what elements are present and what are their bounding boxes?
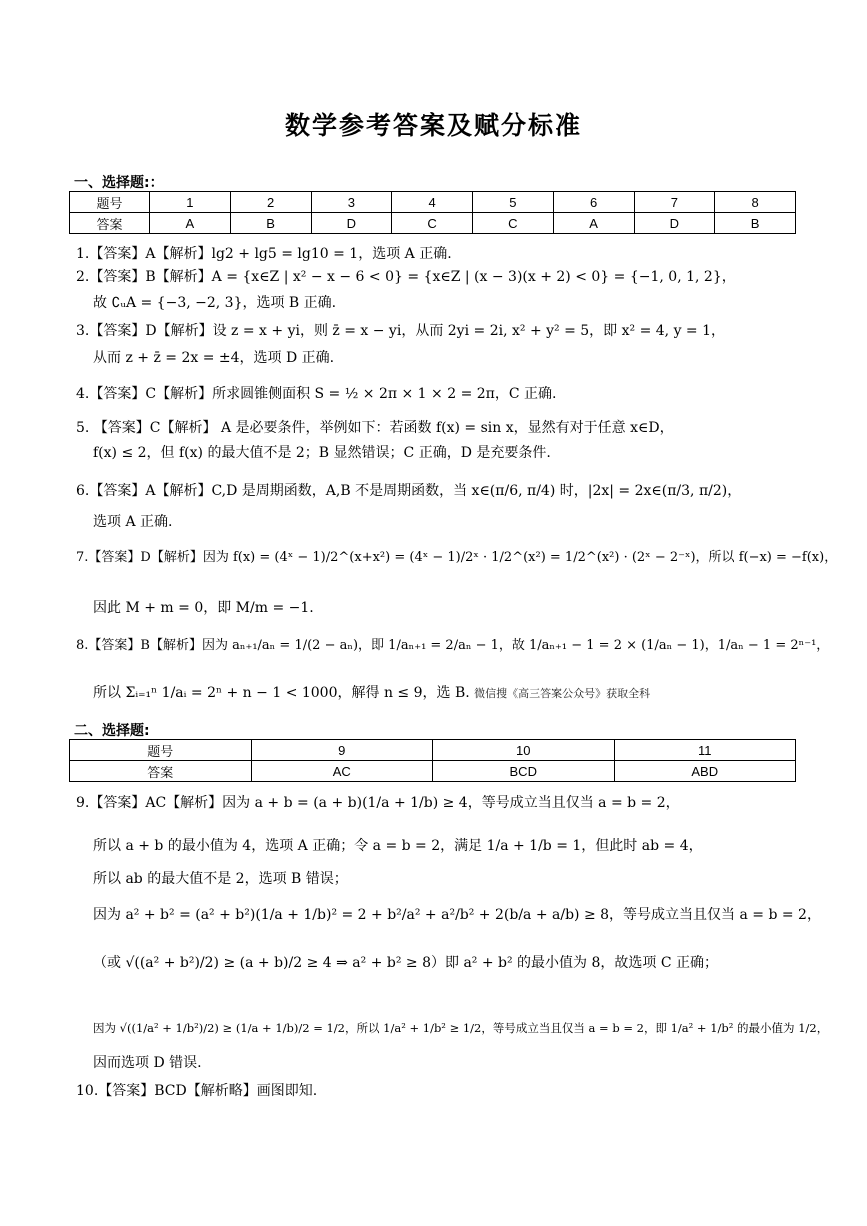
solution-line: 因此 M + m = 0，即 M/m = −1. xyxy=(93,600,314,616)
table-cell: 3 xyxy=(311,192,392,213)
solution-line: （或 √((a² + b²)/2) ≥ (a + b)/2 ≥ 4 ⇒ a² + b² ≥ 8）即 a² + b² 的最小值为 8，故选项 C 正确； xyxy=(93,955,719,971)
page-title: 数学参考答案及赋分标准 xyxy=(284,111,582,140)
solution-line: f(x) ≤ 2，但 f(x) 的最大值不是 2；B 显然错误；C 正确，D 是充要条件. xyxy=(93,445,551,461)
row-header-number: 题号 xyxy=(70,740,252,761)
table-cell: B xyxy=(715,213,796,234)
solution-line: 1.【答案】A【解析】lg2 + lg5 = lg10 = 1，选项 A 正确. xyxy=(76,246,452,262)
solution-line xyxy=(93,683,650,704)
solution-line: 从而 z + z̄ = 2x = ±4，选项 D 正确. xyxy=(93,350,335,366)
table-cell: 9 xyxy=(251,740,433,761)
table-cell: AC xyxy=(251,761,433,782)
row-header-answer: 答案 xyxy=(70,213,150,234)
table-cell: 8 xyxy=(715,192,796,213)
row-header-answer: 答案 xyxy=(70,761,252,782)
section-1-heading: 一、选择题:： xyxy=(74,175,164,191)
row-header-number: 题号 xyxy=(70,192,150,213)
table-cell: A xyxy=(553,213,634,234)
solution-line: 所以 ab 的最大值不是 2，选项 B 错误； xyxy=(93,871,348,887)
solution-line: 故 ∁ᵤA = {−3, −2, 3}，选项 B 正确. xyxy=(93,295,337,311)
table-cell: C xyxy=(473,213,554,234)
table-cell: ABD xyxy=(614,761,796,782)
table-cell: 7 xyxy=(634,192,715,213)
table-cell: D xyxy=(311,213,392,234)
solution-line: 3.【答案】D【解析】设 z = x + yi，则 z̄ = x − yi，从而 2yi = 2i, x² + y² = 5，即 x² = 4, y = 1， xyxy=(76,323,726,339)
solution-line: 5. 【答案】C【解析】 A 是必要条件，举例如下：若函数 f(x) = sin x，显然有对于任意 x∈D， xyxy=(76,420,674,436)
table-cell: 1 xyxy=(150,192,231,213)
table-row xyxy=(70,213,796,234)
solution-line: 选项 A 正确. xyxy=(93,514,173,530)
table-cell: 10 xyxy=(433,740,615,761)
table-row xyxy=(70,740,796,761)
table-cell: D xyxy=(634,213,715,234)
solution-line: 7.【答案】D【解析】因为 f(x) = (4ˣ − 1)/2^(x+x²) = (4ˣ − 1)/2ˣ · 1/2^(x²) = 1/2^(x²) · (2ˣ − 2⁻ˣ)，所以 f(−x) = −f(x)， xyxy=(76,550,838,565)
table-row xyxy=(70,761,796,782)
solution-line: 6.【答案】A【解析】C,D 是周期函数，A,B 不是周期函数，当 x∈(π/6, π/4) 时，|2x| = 2x∈(π/3, π/2)， xyxy=(76,483,742,499)
solution-line: 8.【答案】B【解析】因为 aₙ₊₁/aₙ = 1/(2 − aₙ)，即 1/aₙ₊₁ = 2/aₙ − 1，故 1/aₙ₊₁ − 1 = 2 × (1/aₙ − 1)，1/aₙ − 1 = 2ⁿ⁻¹， xyxy=(76,638,830,653)
watermark-text: 微信搜《高三答案公众号》获取全科 xyxy=(474,687,651,700)
section-1-answer-table xyxy=(69,191,796,234)
section-2-heading: 二、选择题: xyxy=(74,723,150,739)
section-2-answer-table xyxy=(69,739,796,782)
table-cell: 11 xyxy=(614,740,796,761)
solution-line: 4.【答案】C【解析】所求圆锥侧面积 S = ½ × 2π × 1 × 2 = 2π，C 正确. xyxy=(76,386,557,402)
solution-line-text: 所以 Σᵢ₌₁ⁿ 1/aᵢ = 2ⁿ + n − 1 < 1000，解得 n ≤ 9，选 B. xyxy=(93,685,470,701)
table-row xyxy=(70,192,796,213)
table-cell: A xyxy=(150,213,231,234)
table-cell: 4 xyxy=(392,192,473,213)
solution-line: 因为 a² + b² = (a² + b²)(1/a + 1/b)² = 2 + b²/a² + a²/b² + 2(b/a + a/b) ≥ 8，等号成立当且仅当 a = b = 2， xyxy=(93,907,821,923)
table-cell: 6 xyxy=(553,192,634,213)
solution-line: 因而选项 D 错误. xyxy=(93,1055,202,1071)
table-cell: B xyxy=(230,213,311,234)
table-cell: 2 xyxy=(230,192,311,213)
table-cell: C xyxy=(392,213,473,234)
table-cell: 5 xyxy=(473,192,554,213)
solution-line: 2.【答案】B【解析】A = {x∈Z | x² − x − 6 < 0} = {x∈Z | (x − 3)(x + 2) < 0} = {−1, 0, 1, 2}， xyxy=(76,269,736,285)
table-cell: BCD xyxy=(433,761,615,782)
solution-line: 所以 a + b 的最小值为 4，选项 A 正确；令 a = b = 2，满足 1/a + 1/b = 1，但此时 ab = 4， xyxy=(93,838,703,854)
solution-line: 9.【答案】AC【解析】因为 a + b = (a + b)(1/a + 1/b) ≥ 4，等号成立当且仅当 a = b = 2， xyxy=(76,795,680,811)
solution-line: 10.【答案】BCD【解析略】画图即知. xyxy=(76,1083,318,1099)
solution-line: 因为 √((1/a² + 1/b²)/2) ≥ (1/a + 1/b)/2 = 1/2，所以 1/a² + 1/b² ≥ 1/2，等号成立当且仅当 a = b = 2，即 1/a² + 1/b² 的最小值为 1/2， xyxy=(93,1021,829,1035)
